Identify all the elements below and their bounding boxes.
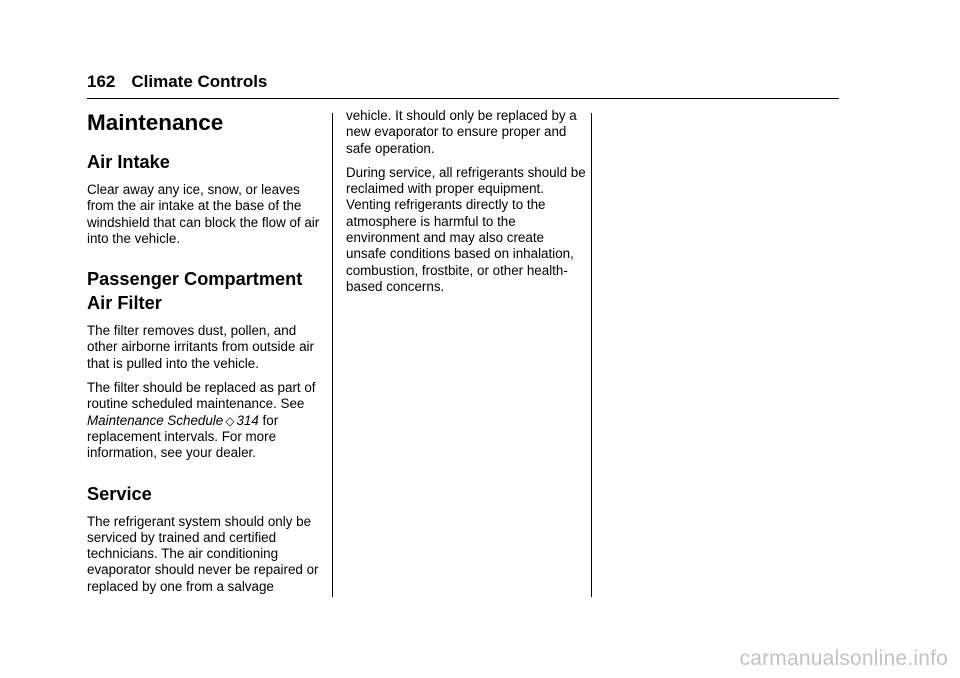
header-divider (87, 98, 839, 99)
middle-column (346, 108, 586, 303)
service-paragraph-1-part-2: vehicle. It should only be replaced by a new evaporator to ensure proper and safe operation. (346, 108, 577, 156)
air-filter-paragraph-2 (87, 380, 327, 461)
column-divider-right (591, 113, 592, 597)
column-divider-left (332, 113, 333, 597)
page-reference-icon: ◇ (225, 413, 235, 428)
air-filter-paragraph-1: The filter removes dust, pollen, and other airborne irritants from outside air that is pulled into the vehicle. (87, 323, 314, 371)
air-filter-p2-tail: for replacement intervals. For more information, see your dealer. (87, 412, 279, 461)
left-column (87, 108, 327, 603)
service-paragraph-1-part-1: The refrigerant system should only be serviced by trained and certified technicians. The air conditioning evaporator should never be repaired or replaced by one from a salvage (87, 513, 319, 594)
air-filter-heading-line2: Air Filter (87, 293, 162, 314)
air-filter-heading (87, 267, 327, 315)
service-heading: Service (87, 483, 152, 504)
watermark: carmanualsonline.info (739, 647, 948, 670)
page-header (87, 72, 267, 92)
maintenance-schedule-link[interactable]: Maintenance Schedule (87, 412, 224, 428)
page-number: 162 (87, 72, 116, 91)
air-intake-heading: Air Intake (87, 152, 170, 172)
air-filter-p2-lead: The filter should be replaced as part of routine scheduled maintenance. See (87, 380, 316, 412)
air-filter-heading-line1: Passenger Compartment (87, 269, 303, 290)
air-intake-paragraph: Clear away any ice, snow, or leaves from the air intake at the base of the windshield that can block the flow of air into the vehicle. (87, 182, 320, 246)
service-paragraph-2: During service, all refrigerants should be reclaimed with proper equipment. Venting refrigerants directly to the atmosphere is harmful to the environment and may also create unsafe conditions based on inhalation, combustion, frostbite, or other health-based concerns. (346, 164, 586, 294)
main-heading: Maintenance (87, 110, 224, 135)
section-title: Climate Controls (131, 72, 268, 91)
maintenance-schedule-page[interactable]: 314 (236, 412, 259, 428)
